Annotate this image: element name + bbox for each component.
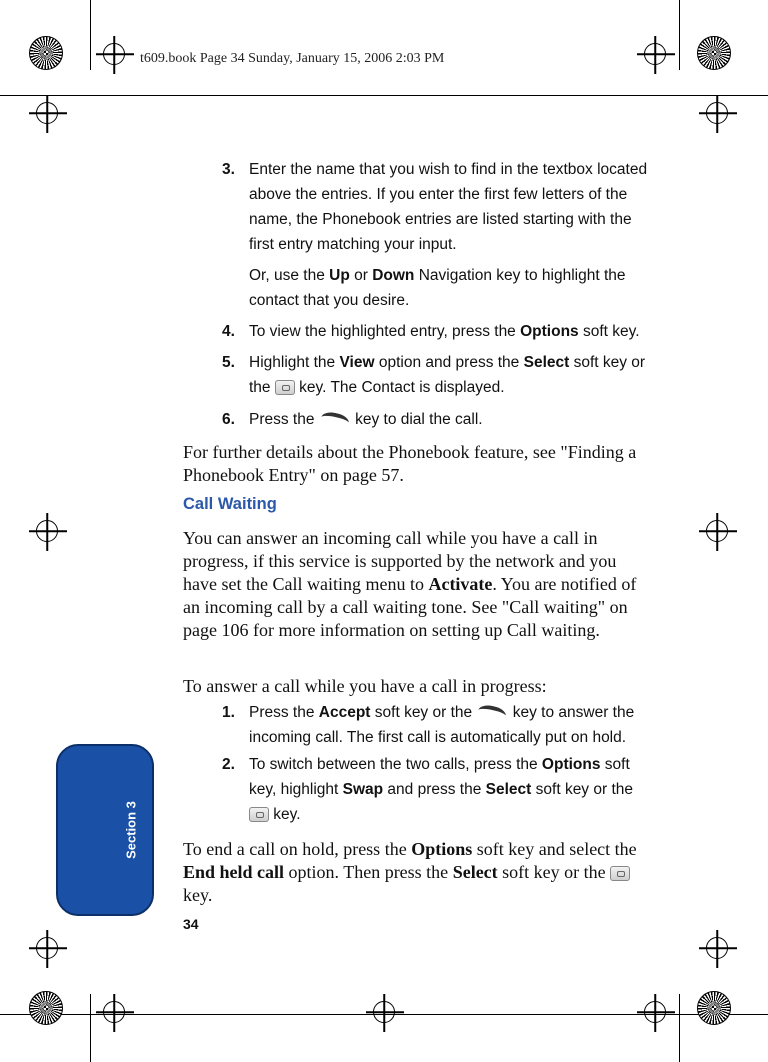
step-text: Enter the name that you wish to find in the textbox located above the entries. If you enter the first few letters of the name, the Phonebook entries are listed starting with the first entry matching your input. <box>249 161 648 253</box>
step-item <box>222 752 652 827</box>
step-item <box>222 157 652 257</box>
registration-star-icon <box>697 36 731 70</box>
step-number: 5. <box>222 354 235 371</box>
registration-target-icon <box>644 43 666 65</box>
emphasis-text: Activate <box>428 574 493 594</box>
crop-mark-right-v <box>679 0 680 70</box>
registration-target-icon <box>103 1001 125 1023</box>
emphasis-text: Up <box>329 267 350 284</box>
emphasis-text: Options <box>520 323 579 340</box>
step-text: To view the highlighted entry, press the Options soft key. <box>249 323 640 340</box>
end-held-call-paragraph: To end a call on hold, press the Options soft key and select the End held call option. Then press the Select soft key or the key. <box>183 839 637 905</box>
registration-star-icon <box>697 991 731 1025</box>
answer-intro-paragraph: To answer a call while you have a call in progress: <box>183 676 547 696</box>
registration-target-icon <box>644 1001 666 1023</box>
step-item <box>222 407 652 432</box>
call-waiting-paragraph: You can answer an incoming call while you have a call in progress, if this service is supported by the network and you have set the Call waiting menu to Activate. You are notified of an incoming call by a call waiting tone. See "Call waiting" on page 106 for more information on setting up Call waiting. <box>183 528 637 640</box>
call-waiting-heading: Call Waiting <box>183 495 277 513</box>
step-number: 1. <box>222 704 235 721</box>
send-key-icon <box>476 705 508 719</box>
emphasis-text: Options <box>541 756 601 773</box>
ok-key-icon <box>249 807 269 822</box>
further-details-paragraph: For further details about the Phonebook feature, see "Finding a Phonebook Entry" on page 57. <box>183 442 637 485</box>
emphasis-text: Select <box>523 354 570 371</box>
registration-target-icon <box>706 937 728 959</box>
step-item <box>222 319 652 344</box>
registration-target-icon <box>373 1001 395 1023</box>
registration-star-icon <box>29 36 63 70</box>
step-item <box>222 700 652 750</box>
step-number: 3. <box>222 161 235 178</box>
section-tab-label: Section 3 <box>123 801 139 859</box>
registration-star-icon <box>29 991 63 1025</box>
step-number: 2. <box>222 756 235 773</box>
ok-key-icon <box>610 866 630 881</box>
emphasis-text: Options <box>411 839 473 859</box>
registration-target-icon <box>36 102 58 124</box>
step-text: Highlight the View option and press the Select soft key or the key. The Contact is displayed. <box>249 354 646 396</box>
step-text: Or, use the Up or Down Navigation key to highlight the contact that you desire. <box>249 267 626 309</box>
emphasis-text: Select <box>452 862 498 882</box>
emphasis-text: Down <box>372 267 415 284</box>
section-tab <box>56 744 154 916</box>
emphasis-text: Select <box>485 781 532 798</box>
crop-mark-right-v-bottom <box>679 994 680 1062</box>
step-text: Press the key to dial the call. <box>249 411 483 428</box>
step-text: To switch between the two calls, press the Options soft key, highlight Swap and press the Select soft key or the key. <box>249 756 634 823</box>
step-text: Press the Accept soft key or the key to answer the incoming call. The first call is automatically put on hold. <box>249 704 635 746</box>
page-number: 34 <box>183 916 199 932</box>
send-key-icon <box>319 412 351 426</box>
step-item <box>222 350 652 400</box>
registration-target-icon <box>706 520 728 542</box>
registration-target-icon <box>36 520 58 542</box>
crop-mark-left-v-bottom <box>90 994 91 1062</box>
emphasis-text: Accept <box>318 704 371 721</box>
step-item <box>222 263 652 313</box>
step-number: 6. <box>222 411 235 428</box>
registration-target-icon <box>706 102 728 124</box>
emphasis-text: Swap <box>342 781 384 798</box>
registration-target-icon <box>36 937 58 959</box>
crop-mark-top-h <box>0 95 768 96</box>
print-header-stamp: t609.book Page 34 Sunday, January 15, 2006 2:03 PM <box>140 51 445 66</box>
registration-target-icon <box>103 43 125 65</box>
emphasis-text: View <box>339 354 375 371</box>
step-number: 4. <box>222 323 235 340</box>
emphasis-text: End held call <box>183 862 285 882</box>
crop-mark-left-v <box>90 0 91 70</box>
ok-key-icon <box>275 380 295 395</box>
